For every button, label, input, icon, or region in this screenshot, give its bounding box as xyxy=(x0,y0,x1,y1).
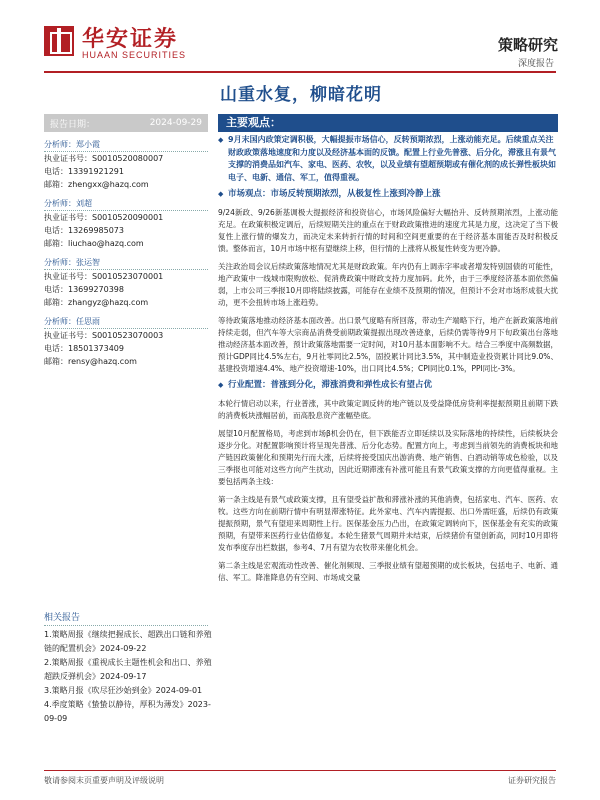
doc-type: 策略研究 xyxy=(497,36,558,54)
analyst-name: 分析师：郑小霞 xyxy=(44,138,208,152)
summary-text: 9月末国内政策定调积极，大幅提振市场信心，反转预期浓烈，上涨动能充足。后续重点关注财政政策落地速度和力度以及经济基本面的反馈。配置上行业先普涨、后分化，滞涨且有景气支撑的消费品如汽车、家电、医药、农牧，以及业绩有望超预期或有催化剂的成长弹性板块如电子、电新、通信、军工，值得重视。 xyxy=(228,135,556,182)
paragraph: 9/24新政、9/26新基调极大提振经济和投资信心，市场风险偏好大幅抬升、反转预期浓烈，上涨动能充足。在政策积极定调后，后续短期关注的重点在于财政政策推进的速度尤其是力度，这决定了当下极复性上涨行情的爆发力，而决定未来转折行情的时间和空间更重要的在于经济基本面能否及时积极反馈。整体而言，10月市场中枢有望继续上移，但行情的上涨将从极复性转变为更冷静。 xyxy=(218,208,558,253)
footer-disclaimer: 敬请参阅末页重要声明及评级说明 xyxy=(44,776,164,785)
analyst-license: 执业证书号：S0010520090001 xyxy=(44,213,164,222)
analyst-block xyxy=(44,256,208,309)
left-column xyxy=(44,114,208,368)
analyst-email[interactable]: 邮箱：zhengxx@hazq.com xyxy=(44,180,149,189)
diamond-bullet-icon: ◆ xyxy=(218,136,224,144)
analyst-phone: 电话：13269985073 xyxy=(44,226,124,235)
market-view-heading: ◆ 市场观点：市场反转预期浓烈，从极复性上涨到冷静上涨 xyxy=(218,188,558,201)
paragraph: 第一条主线是有景气或政策支撑，且有望受益扩散和滞涨补涨的其他消费，包括家电、汽车、医药、农牧。这些方向在前期行情中有明显滞涨特征。此外家电、汽车内需提振、出口外需旺盛，后续仍有政策提振预期，景气有望迎来周期性上行。医保基金压力凸出，在政策定调转向下，医保基金有充实的政策预期，有望带来医药行业估值修复。本轮生猪景气周期并未结束，后续猪价有望创新高，同时10月即将发布季度存出栏数据，参考4、7月有望为农牧带来催化机会。 xyxy=(218,495,558,552)
report-date-bar xyxy=(44,114,208,132)
report-header xyxy=(0,0,600,72)
paragraph: 关注政治局会议后续政策落地情况尤其是财政政策。年内仍有上调赤字率或者增发特别国债的可能性，地产政策中一线城市限购放松、促消费政策中财政支持力度加码。此外，由于三季度经济基本面依然偏弱，上市公司三季报10月即将陆续披露，可能存在业绩不及预期的情况，但预计不会对市场形成很大扰动，更不会扭转市场上涨趋势。 xyxy=(218,262,558,307)
doc-subtype: 深度报告 xyxy=(517,59,554,69)
paragraph: 第二条主线是宏观流动性改善、催化剂频现、三季报业绩有望超预期的成长板块，包括电子、电新、通信、军工。降准降息仍有空间、市场成交量 xyxy=(218,561,558,582)
header-divider xyxy=(44,71,556,73)
industry-allocation-heading: ◆ 行业配置：普涨到分化，滞涨消费和弹性成长有望占优 xyxy=(218,379,558,392)
footer-divider xyxy=(44,770,556,771)
analyst-license: 执业证书号：S0010520080007 xyxy=(44,154,164,163)
analyst-phone: 电话：18501373409 xyxy=(44,344,124,353)
analyst-phone: 电话：13391921291 xyxy=(44,167,124,176)
analyst-name: 分析师：张运智 xyxy=(44,256,208,270)
analyst-email[interactable]: 邮箱：liuchao@hazq.com xyxy=(44,239,144,248)
huaan-logo-icon xyxy=(44,26,74,56)
main-column xyxy=(218,114,558,584)
paragraph: 本轮行情启动以来，行业普涨，其中政策定调反转的地产链以及受益降低房贷利率提振预期且前期下跌的消费板块涨幅居前，而高股息资产涨幅垫底。 xyxy=(218,399,558,420)
analyst-block xyxy=(44,138,208,191)
logo-english: HUAAN SECURITIES xyxy=(82,50,187,60)
analyst-block xyxy=(44,315,208,368)
related-reports-list xyxy=(44,628,212,726)
related-report-item[interactable]: 1.策略周报《继续把握成长、超跌出口链和养殖链的配置机会》2024-09-22 xyxy=(44,630,212,653)
paragraph: 等待政策落地推动经济基本面改善。出口景气度略有所回落，带动生产端略下行，地产在新政策落地前持续走弱，但汽车等大宗商品消费受前期政策提振出现改善迹象，后续仍需等待9月下旬政策出台落地推动经济基本面改善，预计政策落地需要一定时间，对10月基本面影响不大。结合三季度中高频数据，预计GDP同比4.5%左右，9月社零同比2.5%，固投累计同比3.5%，其中制造业投资累计同比9.0%、基建投资增速4.4%、地产投资增速-10%，出口同比4.5%；CPI同比0.1%，PPI同比-3%。 xyxy=(218,316,558,373)
report-date-value: 2024-09-29 xyxy=(149,118,202,128)
main-points-bar: 主要观点： xyxy=(218,114,558,132)
footer-label: 证券研究报告 xyxy=(508,776,556,785)
analyst-email[interactable]: 邮箱：rensy@hazq.com xyxy=(44,357,137,366)
page-title: 山重水复，柳暗花明 xyxy=(220,85,382,105)
analyst-phone: 电话：13699270398 xyxy=(44,285,124,294)
analyst-name: 分析师：任思雨 xyxy=(44,315,208,329)
report-date-label: 报告日期： xyxy=(50,119,96,130)
analyst-name: 分析师：刘超 xyxy=(44,197,208,211)
related-reports-title: 相关报告 xyxy=(44,610,208,626)
paragraph: 展望10月配置格局，考虑到市场β机会仍在，但下跌能否立即延续以及实际落地的持续性，后续板块会逐步分化。对配置影响预计将呈现先普涨、后分化态势。配置方向上，考虑到当前领先的消费板块和地产链因政策催化和预期先行而大涨，后续将接受国庆出游消费、地产销售、白酒动销等成色检验，以及三季报也可能对这些方向产生扰动，因此近期滞涨有补涨可能且有景气政策支撑的方向更值得重视。主要包括两条主线： xyxy=(218,429,558,486)
logo-chinese: 华安证券 xyxy=(82,26,179,52)
related-report-item[interactable]: 3.策略月报《吹尽狂沙始到金》2024-09-01 xyxy=(44,686,203,695)
related-report-item[interactable]: 2.策略周报《重视成长主题性机会和出口、养殖超跌反弹机会》2024-09-17 xyxy=(44,658,212,681)
analyst-email[interactable]: 邮箱：zhangyz@hazq.com xyxy=(44,298,149,307)
analyst-license: 执业证书号：S0010523070001 xyxy=(44,272,164,281)
analyst-block xyxy=(44,197,208,250)
summary-bullet xyxy=(218,134,558,184)
related-report-item[interactable]: 4.季度策略《蛰蛰以静待，厚积为薄发》2023-09-09 xyxy=(44,700,211,723)
analyst-license: 执业证书号：S0010523070003 xyxy=(44,331,164,340)
